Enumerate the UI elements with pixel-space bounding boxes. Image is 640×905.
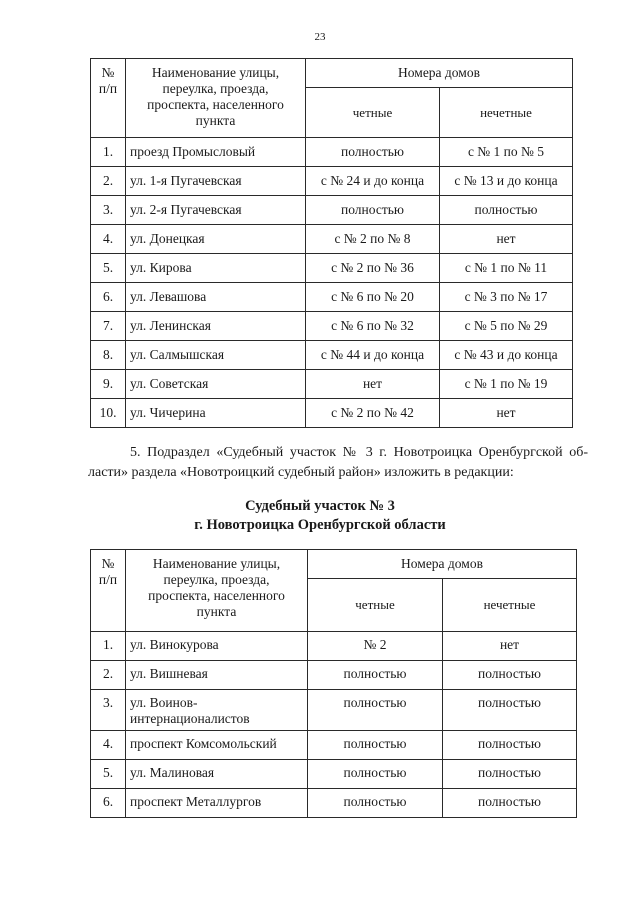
odd-houses: с № 13 и до конца xyxy=(440,167,573,196)
even-houses: с № 24 и до конца xyxy=(306,167,440,196)
even-houses: с № 6 по № 20 xyxy=(306,283,440,312)
odd-houses: нет xyxy=(443,632,577,661)
street-name: проспект Металлургов xyxy=(126,789,308,818)
row-number: 4. xyxy=(91,731,126,760)
table-row xyxy=(91,399,573,428)
even-houses: с № 2 по № 36 xyxy=(306,254,440,283)
row-number: 4. xyxy=(91,225,126,254)
header-house-numbers: Номера домов xyxy=(306,59,573,88)
even-houses: полностью xyxy=(308,661,443,690)
street-name: ул. Чичерина xyxy=(126,399,306,428)
table-row xyxy=(91,254,573,283)
odd-houses: с № 1 по № 5 xyxy=(440,138,573,167)
odd-houses: полностью xyxy=(443,731,577,760)
header-num: № п/п xyxy=(91,550,126,632)
streets-table-1 xyxy=(90,58,573,428)
odd-houses: полностью xyxy=(443,760,577,789)
odd-houses: с № 3 по № 17 xyxy=(440,283,573,312)
row-number: 2. xyxy=(91,661,126,690)
table-row xyxy=(91,312,573,341)
row-number: 9. xyxy=(91,370,126,399)
street-name: ул. Малиновая xyxy=(126,760,308,789)
even-houses: нет xyxy=(306,370,440,399)
even-houses: полностью xyxy=(308,731,443,760)
even-houses: полностью xyxy=(306,138,440,167)
table-row xyxy=(91,370,573,399)
even-houses: полностью xyxy=(308,690,443,731)
row-number: 1. xyxy=(91,632,126,661)
odd-houses: полностью xyxy=(443,690,577,731)
streets-table-2 xyxy=(90,549,577,818)
even-houses: полностью xyxy=(306,196,440,225)
table-row xyxy=(91,138,573,167)
street-name: ул. Левашова xyxy=(126,283,306,312)
row-number: 3. xyxy=(91,196,126,225)
header-house-numbers: Номера домов xyxy=(308,550,577,579)
odd-houses: нет xyxy=(440,225,573,254)
row-number: 8. xyxy=(91,341,126,370)
table-row xyxy=(91,789,577,818)
row-number: 6. xyxy=(91,789,126,818)
odd-houses: с № 1 по № 11 xyxy=(440,254,573,283)
row-number: 5. xyxy=(91,254,126,283)
row-number: 3. xyxy=(91,690,126,731)
header-odd: нечетные xyxy=(443,579,577,632)
street-name: ул. Винокурова xyxy=(126,632,308,661)
odd-houses: нет xyxy=(440,399,573,428)
header-street-name: Наименование улицы, переулка, проезда, проспекта, населенного пункта xyxy=(126,59,306,138)
table-row xyxy=(91,225,573,254)
header-even: четные xyxy=(308,579,443,632)
header-street-name: Наименование улицы, переулка, проезда, проспекта, населенного пункта xyxy=(126,550,308,632)
street-name: проезд Промысловый xyxy=(126,138,306,167)
odd-houses: с № 43 и до конца xyxy=(440,341,573,370)
even-houses: с № 44 и до конца xyxy=(306,341,440,370)
even-houses: с № 2 по № 8 xyxy=(306,225,440,254)
table-row xyxy=(91,731,577,760)
table-row xyxy=(91,661,577,690)
row-number: 1. xyxy=(91,138,126,167)
table-row xyxy=(91,690,577,731)
odd-houses: с № 1 по № 19 xyxy=(440,370,573,399)
row-number: 10. xyxy=(91,399,126,428)
header-odd: нечетные xyxy=(440,88,573,138)
row-number: 2. xyxy=(91,167,126,196)
row-number: 7. xyxy=(91,312,126,341)
header-even: четные xyxy=(306,88,440,138)
street-name: ул. Вишневая xyxy=(126,661,308,690)
street-name: ул. 2-я Пугачевская xyxy=(126,196,306,225)
even-houses: № 2 xyxy=(308,632,443,661)
amendment-paragraph: 5. Подраздел «Судебный участок № 3 г. Новотроицка Оренбургской об- ласти» раздела «Новотроицкий судебный район» изложить в редакции: xyxy=(88,445,588,480)
row-number: 6. xyxy=(91,283,126,312)
street-name: ул. 1-я Пугачевская xyxy=(126,167,306,196)
even-houses: полностью xyxy=(308,789,443,818)
odd-houses: полностью xyxy=(443,661,577,690)
table-row xyxy=(91,632,577,661)
header-num: № п/п xyxy=(91,59,126,138)
table-row xyxy=(91,167,573,196)
page-number: 23 xyxy=(314,31,326,43)
even-houses: полностью xyxy=(308,760,443,789)
even-houses: с № 6 по № 32 xyxy=(306,312,440,341)
table-row xyxy=(91,760,577,789)
section-title: Судебный участок № 3 г. Новотроицка Оренбургской области xyxy=(194,498,446,533)
table-row xyxy=(91,283,573,312)
row-number: 5. xyxy=(91,760,126,789)
street-name: ул. Салмышская xyxy=(126,341,306,370)
table-row xyxy=(91,341,573,370)
street-name: ул. Донецкая xyxy=(126,225,306,254)
odd-houses: полностью xyxy=(443,789,577,818)
street-name: ул. Воинов- интернационалистов xyxy=(126,690,308,731)
street-name: ул. Ленинская xyxy=(126,312,306,341)
table-row xyxy=(91,196,573,225)
street-name: ул. Кирова xyxy=(126,254,306,283)
odd-houses: полностью xyxy=(440,196,573,225)
even-houses: с № 2 по № 42 xyxy=(306,399,440,428)
street-name: проспект Комсомольский xyxy=(126,731,308,760)
odd-houses: с № 5 по № 29 xyxy=(440,312,573,341)
street-name: ул. Советская xyxy=(126,370,306,399)
